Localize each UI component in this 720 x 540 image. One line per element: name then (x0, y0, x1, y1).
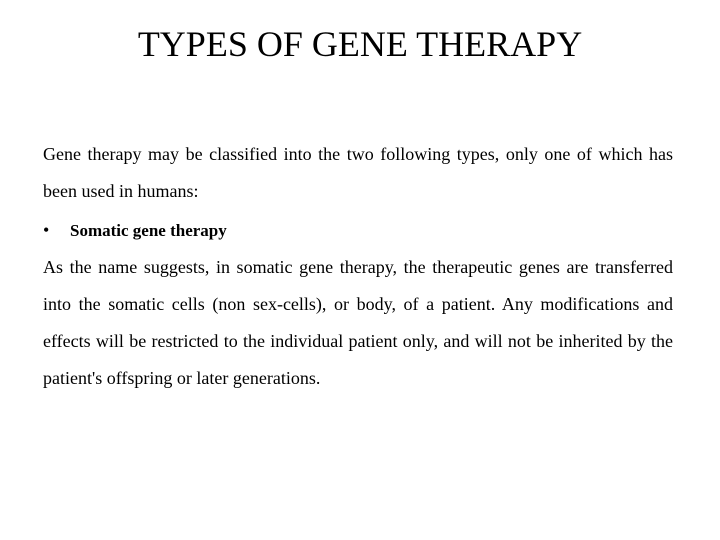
intro-paragraph: Gene therapy may be classified into the two following types, only one of which has been used in humans: (43, 144, 673, 201)
bullet-label: Somatic gene therapy (70, 221, 227, 240)
bullet-marker: • (43, 220, 50, 240)
bullet-item-somatic (43, 212, 673, 249)
slide-body (43, 136, 673, 397)
description-paragraph: As the name suggests, in somatic gene therapy, the therapeutic genes are transferred into the somatic cells (non sex-cells), or body, of a patient. Any modifications and effects will be restricted to the individual patient only, and will not be inherited by the patient's offspring or later generations. (43, 257, 673, 388)
slide-title: TYPES OF GENE THERAPY (137, 24, 583, 64)
